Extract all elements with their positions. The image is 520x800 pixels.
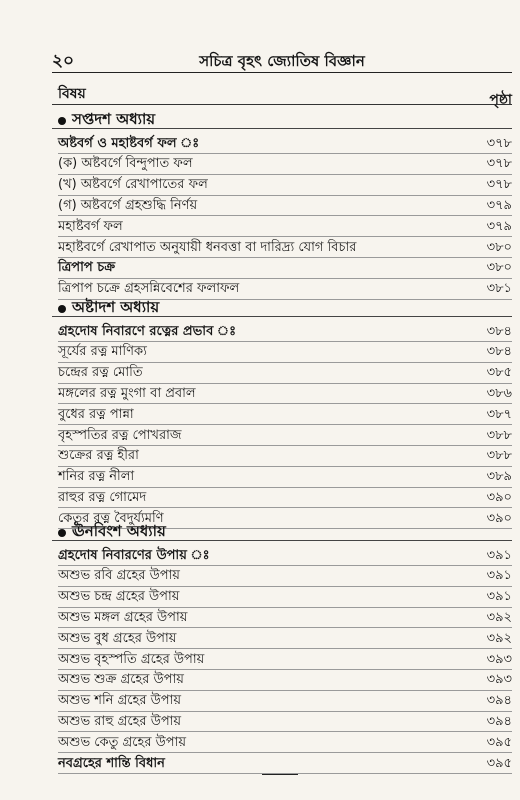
- toc-entry: [58, 196, 512, 216]
- entry-title: কেতুর রত্ন বৈদুর্য্যমণি: [58, 510, 164, 526]
- entry-page-number: ৩৯১: [486, 547, 512, 563]
- entry-title: অশুভ বৃহস্পতি গ্রহের উপায়: [58, 651, 205, 667]
- bullet-icon: [58, 117, 66, 125]
- entry-title: গ্রহদোষ নিবারণের উপায় ঃ: [58, 547, 210, 563]
- toc-entry: [58, 546, 512, 566]
- entry-page-number: ৩৭৮: [486, 156, 512, 172]
- entry-page-number: ৩৯৩: [486, 672, 512, 688]
- entry-page-number: ৩৯৪: [486, 693, 512, 709]
- entry-page-number: ৩৮৪: [486, 344, 512, 360]
- toc-entry: [58, 671, 512, 691]
- toc-entry: [58, 712, 512, 732]
- entry-page-number: ৩৮১: [486, 281, 512, 297]
- footer-mark: [262, 774, 298, 775]
- entry-title: শনির রত্ন নীলা: [58, 469, 135, 485]
- entry-page-number: ৩৮৮: [486, 427, 512, 443]
- toc-entry: [58, 134, 512, 154]
- entry-title: বৃহস্পতির রত্ন পোখরাজ: [58, 427, 182, 443]
- toc-entry: [58, 733, 512, 753]
- toc-entry: [58, 488, 512, 508]
- entry-page-number: ৩৯২: [486, 630, 512, 646]
- chapter-divider: [52, 128, 512, 129]
- entry-title: নবগ্রহের শান্তি বিধান: [58, 755, 165, 771]
- toc-entry: [58, 567, 512, 587]
- entry-page-number: ৩৯৫: [486, 734, 512, 750]
- entry-page-number: ৩৭৯: [486, 218, 512, 234]
- entry-title: গ্রহদোষ নিবারণে রত্নের প্রভাব ঃ: [58, 323, 237, 339]
- toc-entry: [58, 384, 512, 404]
- entry-page-number: ৩৯০: [486, 489, 512, 505]
- toc-entry: [58, 608, 512, 628]
- entry-page-number: ৩৭৯: [486, 197, 512, 213]
- entry-page-number: ৩৮৮: [486, 448, 512, 464]
- entry-title: অশুভ শনি গ্রহের উপায়: [58, 693, 182, 709]
- entry-page-number: ৩৮৯: [486, 469, 512, 485]
- entry-title: ত্রিপাপ চক্র: [58, 260, 116, 276]
- entry-title: মহাষ্টবর্গ ফল: [58, 218, 123, 234]
- header-divider: [52, 104, 512, 105]
- entry-title: (খ) অষ্টবর্গে রেখাপাতের ফল: [58, 177, 208, 193]
- chapter-title: ঊনবিংশ অধ্যায়: [72, 522, 166, 540]
- chapter-divider: [52, 540, 512, 541]
- entry-title: অশুভ রাহু গ্রহের উপায়: [58, 713, 182, 729]
- toc-entry: [58, 176, 512, 196]
- toc-entry: [58, 322, 512, 342]
- toc-entry: [58, 217, 512, 237]
- entry-title: অশুভ চন্দ্র গ্রহের উপায়: [58, 589, 180, 605]
- toc-entry: [58, 155, 512, 175]
- entry-page-number: ৩৭৮: [486, 177, 512, 193]
- toc-entry: [58, 405, 512, 425]
- chapter-heading: [58, 108, 155, 133]
- entry-page-number: ৩৮০: [486, 239, 512, 255]
- entry-title: অষ্টবর্গ ও মহাষ্টবর্গ ফল ঃ: [58, 135, 200, 151]
- subject-column-header: বিষয়: [58, 86, 86, 102]
- toc-entry: [58, 447, 512, 467]
- toc-entry: [58, 754, 512, 774]
- entry-page-number: ৩৮৬: [486, 385, 512, 401]
- page-column-header: পৃষ্ঠা: [489, 92, 512, 108]
- chapter-title: অষ্টাদশ অধ্যায়: [72, 298, 160, 316]
- entry-title: চন্দ্রের রত্ন মোতি: [58, 365, 143, 381]
- bullet-icon: [58, 305, 66, 313]
- toc-entry: [58, 426, 512, 446]
- entry-title: (গ) অষ্টবর্গে গ্রহশুদ্ধি নির্ণয়: [58, 197, 198, 213]
- entry-title: মহাষ্টবর্গে রেখাপাত অনুযায়ী ধনবত্তা বা দারিদ্র্য যোগ বিচার: [58, 239, 357, 255]
- entry-title: ত্রিপাপ চক্রে গ্রহসন্নিবেশের ফলাফল: [58, 281, 240, 297]
- entry-title: মঙ্গলের রত্ন মুংগা বা প্রবাল: [58, 385, 196, 401]
- entry-page-number: ৩৯৫: [486, 755, 512, 771]
- entry-title: শুক্রের রত্ন হীরা: [58, 448, 139, 464]
- entry-page-number: ৩৮৪: [486, 323, 512, 339]
- entry-page-number: ৩৮৫: [486, 365, 512, 381]
- entry-title: বুধের রত্ন পান্না: [58, 406, 134, 422]
- book-title: সচিত্র বৃহৎ জ্যোতিষ বিজ্ঞান: [199, 52, 365, 70]
- entry-page-number: ৩৯৩: [486, 651, 512, 667]
- entry-title: অশুভ রবি গ্রহের উপায়: [58, 568, 180, 584]
- entry-page-number: ৩৮৭: [486, 406, 512, 422]
- entry-page-number: ৩৯০: [486, 510, 512, 526]
- entry-title: অশুভ শুক্র গ্রহের উপায়: [58, 672, 184, 688]
- entry-title: অশুভ মঙ্গল গ্রহের উপায়: [58, 609, 188, 625]
- entry-page-number: ৩৮০: [486, 260, 512, 276]
- toc-entry: [58, 692, 512, 712]
- chapter-heading: [58, 296, 159, 321]
- toc-entry: [58, 364, 512, 384]
- toc-entry: [58, 629, 512, 649]
- entry-title: (ক) অষ্টবর্গে বিন্দুপাত ফল: [58, 156, 193, 172]
- entry-page-number: ৩৯১: [486, 589, 512, 605]
- toc-entry: [58, 343, 512, 363]
- entry-title: রাহুর রত্ন গোমেদ: [58, 489, 147, 505]
- toc-entry: [58, 588, 512, 608]
- toc-entry: [58, 468, 512, 488]
- toc-entry: [58, 238, 512, 258]
- chapter-divider: [52, 316, 512, 317]
- bullet-icon: [58, 529, 66, 537]
- entry-page-number: ৩৯১: [486, 568, 512, 584]
- page-number: ২০: [52, 51, 75, 71]
- entry-title: অশুভ কেতু গ্রহের উপায়: [58, 734, 186, 750]
- toc-entry: [58, 650, 512, 670]
- chapter-heading: [58, 520, 166, 545]
- entry-page-number: ৩৭৮: [486, 135, 512, 151]
- page-header: [52, 48, 512, 73]
- entry-title: অশুভ বুধ গ্রহের উপায়: [58, 630, 177, 646]
- column-headers: [52, 82, 512, 108]
- entry-page-number: ৩৯৪: [486, 713, 512, 729]
- entry-page-number: ৩৯২: [486, 609, 512, 625]
- chapter-title: সপ্তদশ অধ্যায়: [72, 110, 156, 128]
- toc-entry: [58, 259, 512, 279]
- entry-title: সূর্যের রত্ন মাণিক্য: [58, 344, 147, 360]
